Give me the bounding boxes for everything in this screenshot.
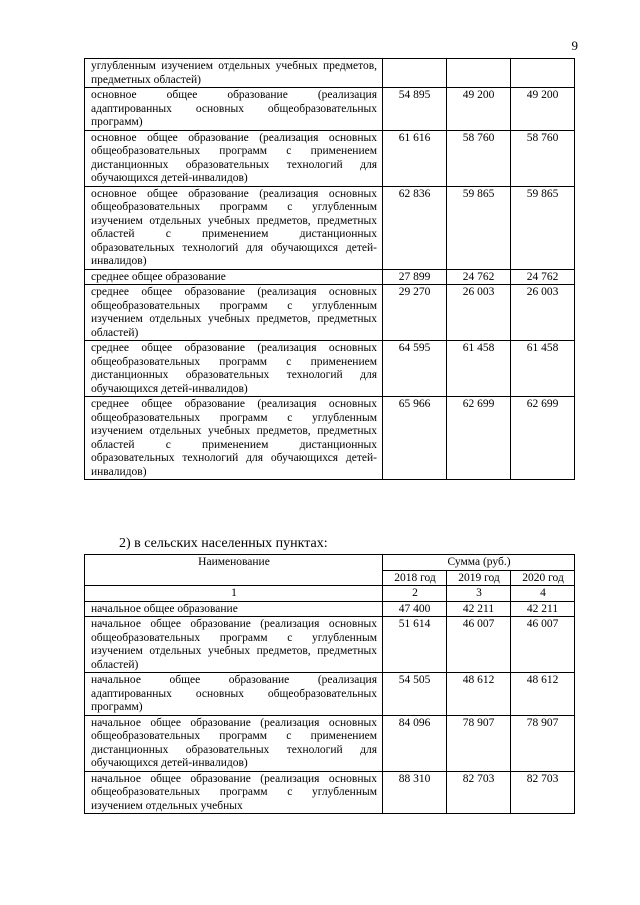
section-caption-rural: 2) в сельских населенных пунктах:: [119, 536, 328, 551]
page-number: 9: [571, 38, 578, 53]
header-row: [85, 555, 575, 571]
value-2018: 54 895: [383, 88, 447, 131]
table-row: [85, 285, 575, 341]
value-2020: 24 762: [511, 269, 575, 285]
value-2020: 58 760: [511, 130, 575, 186]
table-row: [85, 186, 575, 269]
row-name: основное общее образование (реализация адаптированных основных общеобразовательных программ): [85, 88, 383, 131]
value-2018: 62 836: [383, 186, 447, 269]
table-row: [85, 673, 575, 716]
value-2018: 27 899: [383, 269, 447, 285]
value-2020: 59 865: [511, 186, 575, 269]
value-2019: 26 003: [447, 285, 511, 341]
column-number: 2: [383, 586, 447, 602]
value-2018: 51 614: [383, 617, 447, 673]
value-2020: 26 003: [511, 285, 575, 341]
row-name: углубленным изучением отдельных учебных предметов, предметных областей): [85, 59, 383, 88]
table-row: [85, 715, 575, 771]
table-row: [85, 601, 575, 617]
value-2019: 49 200: [447, 88, 511, 131]
value-2019: 24 762: [447, 269, 511, 285]
table-row: [85, 130, 575, 186]
row-name: начальное общее образование (реализация основных общеобразовательных программ с углубленным изучением отдельных учебных: [85, 771, 383, 814]
value-2018: 64 595: [383, 341, 447, 397]
value-2018: 61 616: [383, 130, 447, 186]
value-2019: 59 865: [447, 186, 511, 269]
value-2019: 61 458: [447, 341, 511, 397]
header-year-2020: 2020 год: [511, 570, 575, 586]
row-name: начальное общее образование (реализация основных общеобразовательных программ с углубленным изучением отдельных учебных предметов, предметных областей): [85, 617, 383, 673]
row-name: начальное общее образование (реализация основных общеобразовательных программ с применением дистанционных образовательных технологий для обучающихся детей-инвалидов): [85, 715, 383, 771]
table-row: [85, 617, 575, 673]
value-2020: 62 699: [511, 397, 575, 480]
value-2020: 78 907: [511, 715, 575, 771]
value-2018: [383, 59, 447, 88]
value-2019: 82 703: [447, 771, 511, 814]
value-2018: 88 310: [383, 771, 447, 814]
table-row: [85, 269, 575, 285]
value-2019: 78 907: [447, 715, 511, 771]
value-2019: 58 760: [447, 130, 511, 186]
value-2019: 48 612: [447, 673, 511, 716]
header-year-2019: 2019 год: [447, 570, 511, 586]
row-name: среднее общее образование (реализация основных общеобразовательных программ с углубленным изучением отдельных учебных предметов, предметных областей): [85, 285, 383, 341]
value-2020: 61 458: [511, 341, 575, 397]
value-2019: 46 007: [447, 617, 511, 673]
value-2018: 47 400: [383, 601, 447, 617]
cost-table-continued: [84, 58, 575, 480]
header-name: Наименование: [85, 555, 383, 586]
value-2018: 54 505: [383, 673, 447, 716]
table-row: [85, 88, 575, 131]
value-2020: 48 612: [511, 673, 575, 716]
table-row: [85, 341, 575, 397]
column-number: 4: [511, 586, 575, 602]
value-2019: 62 699: [447, 397, 511, 480]
row-name: основное общее образование (реализация основных общеобразовательных программ с углубленным изучением отдельных учебных предметов, предметных областей с применением дистанционных образовательных технологий для обучающихся детей-инвалидов): [85, 186, 383, 269]
row-name: начальное общее образование (реализация адаптированных основных общеобразовательных программ): [85, 673, 383, 716]
row-name: среднее общее образование (реализация основных общеобразовательных программ с углубленным изучением отдельных учебных предметов, предметных областей с применением дистанционных образовательных технологий для обучающихся детей-инвалидов): [85, 397, 383, 480]
value-2020: 46 007: [511, 617, 575, 673]
value-2018: 29 270: [383, 285, 447, 341]
header-year-2018: 2018 год: [383, 570, 447, 586]
value-2020: 82 703: [511, 771, 575, 814]
table-row: [85, 771, 575, 814]
header-sum: Сумма (руб.): [383, 555, 575, 571]
value-2020: 42 211: [511, 601, 575, 617]
table-row: [85, 397, 575, 480]
value-2019: 42 211: [447, 601, 511, 617]
column-number-row: [85, 586, 575, 602]
table-row: [85, 59, 575, 88]
row-name: начальное общее образование: [85, 601, 383, 617]
row-name: среднее общее образование: [85, 269, 383, 285]
value-2018: 65 966: [383, 397, 447, 480]
column-number: 3: [447, 586, 511, 602]
column-number: 1: [85, 586, 383, 602]
value-2020: [511, 59, 575, 88]
row-name: основное общее образование (реализация основных общеобразовательных программ с применением дистанционных образовательных технологий для обучающихся детей-инвалидов): [85, 130, 383, 186]
value-2019: [447, 59, 511, 88]
value-2018: 84 096: [383, 715, 447, 771]
value-2020: 49 200: [511, 88, 575, 131]
cost-table-rural: [84, 554, 575, 814]
row-name: среднее общее образование (реализация основных общеобразовательных программ с применением дистанционных образовательных технологий для обучающихся детей-инвалидов): [85, 341, 383, 397]
